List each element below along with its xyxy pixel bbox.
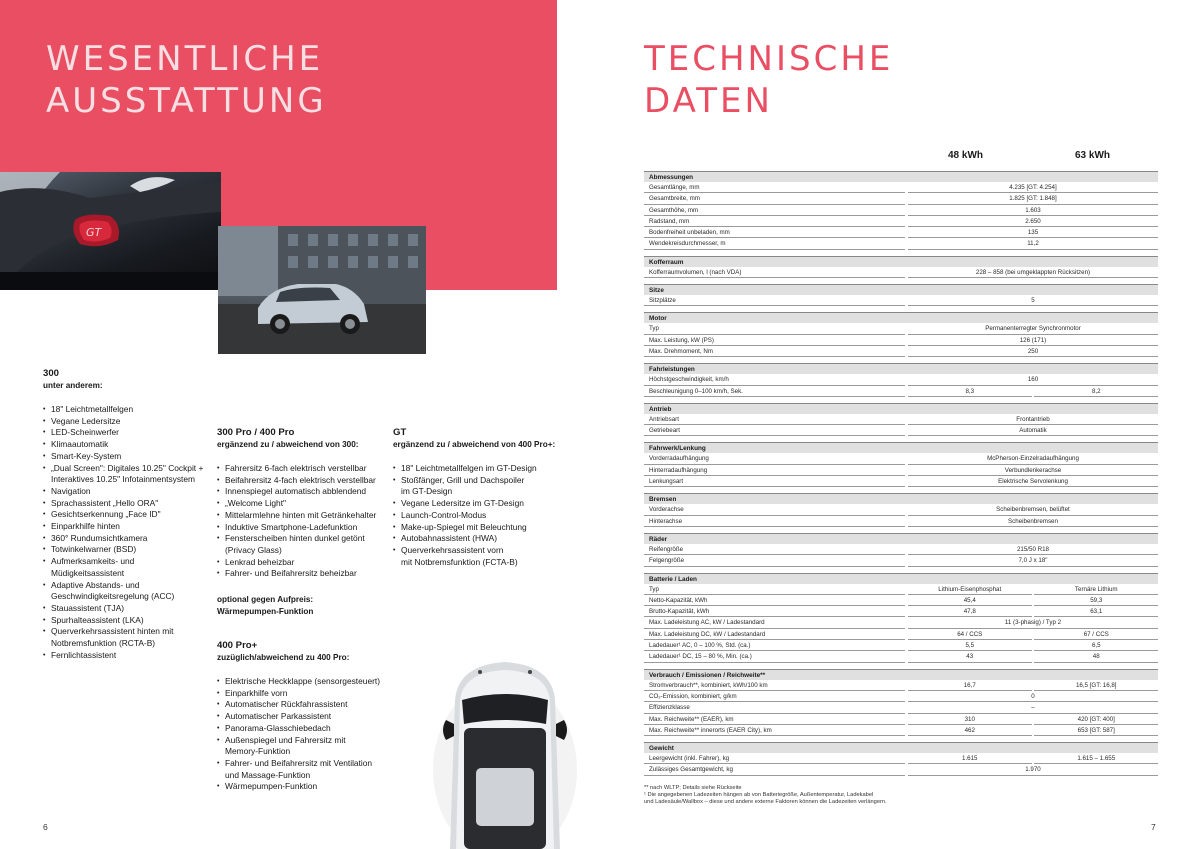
spec-label: Gesamtbreite, mm — [644, 193, 905, 204]
title-line-2: DATEN — [644, 81, 773, 121]
spec-value: 160 — [908, 374, 1158, 385]
spec-section-title: Bremsen — [644, 493, 1158, 504]
feature-item: • Stoßfänger, Grill und Dachspoiler im GT-Design — [393, 475, 568, 498]
feature-item: • LED-Scheinwerfer — [43, 427, 218, 439]
spec-label: Felgengröße — [644, 555, 905, 566]
feature-item: • Induktive Smartphone-Ladefunktion — [217, 522, 397, 534]
spec-value-48kwh: 310 — [908, 714, 1032, 725]
spec-value-48kwh: 16,7 — [908, 680, 1032, 691]
feature-item: • Fahrer- und Beifahrersitz beheizbar — [217, 568, 397, 580]
spec-label: Max. Ladeleistung DC, kW / Ladestandard — [644, 629, 905, 640]
feature-item: • Lenkrad beheizbar — [217, 557, 397, 569]
feature-item: • Autobahnassistent (HWA) — [393, 533, 568, 545]
spec-value: 1.970 — [908, 764, 1158, 775]
spec-row — [644, 374, 1158, 385]
feature-item: • Fensterscheiben hinten dunkel getönt (Privacy Glass) — [217, 533, 397, 556]
footnote-wltp: ** nach WLTP; Details siehe Rückseite — [644, 785, 742, 791]
spec-label: Leergewicht (inkl. Fahrer), kg — [644, 753, 905, 764]
spec-section-title: Kofferraum — [644, 256, 1158, 267]
page-title-left — [46, 38, 327, 122]
spec-label: Stromverbrauch**, kombiniert, kWh/100 km — [644, 680, 905, 691]
feature-item: • Automatischer Parkassistent — [217, 711, 397, 723]
spec-value: Permanenterregter Synchronmotor — [908, 323, 1158, 334]
spec-row — [644, 702, 1158, 713]
spec-value: 2.650 — [908, 216, 1158, 227]
column-header-48kwh: 48 kWh — [948, 150, 984, 161]
spec-value: Verbundlenkerachse — [908, 465, 1158, 476]
spec-row — [644, 414, 1158, 425]
spec-value-48kwh: 45,4 — [908, 595, 1032, 606]
spec-row — [644, 725, 1158, 736]
spec-label: Netto-Kapazität, kWh — [644, 595, 905, 606]
spec-value: 135 — [908, 227, 1158, 238]
trim-gt-column — [393, 426, 568, 568]
spec-value-63kwh: 6,5 — [1034, 640, 1158, 651]
feature-item: • 18" Leichtmetallfelgen im GT-Design — [393, 463, 568, 475]
spec-row — [644, 504, 1158, 515]
spec-value-63kwh: 420 [GT: 400] — [1034, 714, 1158, 725]
feature-item: • Adaptive Abstands- und Geschwindigkeitsregelung (ACC) — [43, 580, 218, 603]
spec-value-63kwh: 63,1 — [1034, 606, 1158, 617]
spec-value-63kwh: 8,2 — [1034, 386, 1158, 397]
spec-section-title: Antrieb — [644, 403, 1158, 414]
spec-label: Max. Ladeleistung AC, kW / Ladestandard — [644, 617, 905, 628]
car-rear-photo — [0, 172, 221, 290]
spec-row — [644, 453, 1158, 464]
feature-item: • Querverkehrsassistent hinten mit Notbremsfunktion (RCTA-B) — [43, 626, 218, 649]
optional-label: optional gegen Aufpreis: — [217, 595, 314, 605]
trim-300-subtitle: unter anderem: — [43, 381, 103, 390]
spec-label: Reifengröße — [644, 544, 905, 555]
spec-row — [644, 516, 1158, 527]
spec-value: 1.603 — [908, 205, 1158, 216]
feature-item: • Gesichtserkennung „Face ID" — [43, 509, 218, 521]
trim-400pro-title: 300 Pro / 400 Pro — [217, 427, 295, 438]
spec-label: CO₂-Emission, kombiniert, g/km — [644, 691, 905, 702]
trim-400pro-feature-list — [217, 463, 397, 580]
spec-label: Beschleunigung 0–100 km/h, Sek. — [644, 386, 905, 397]
spec-label: Getriebeart — [644, 425, 905, 436]
trim-400proplus-column — [217, 639, 397, 793]
feature-item: • Fernlichtassistent — [43, 650, 218, 662]
feature-item: • Spurhalteassistent (LKA) — [43, 615, 218, 627]
spec-label: Sitzplätze — [644, 295, 905, 306]
title-line-2: AUSSTATTUNG — [46, 81, 327, 121]
spec-row — [644, 584, 1158, 595]
spec-value-48kwh: 462 — [908, 725, 1032, 736]
title-line-1: WESENTLICHE — [46, 39, 324, 79]
spec-value-63kwh: 653 [GT: 587] — [1034, 725, 1158, 736]
trim-300-feature-list — [43, 404, 218, 661]
spec-section-title: Verbrauch / Emissionen / Reichweite** — [644, 669, 1158, 680]
spec-section-title: Fahrwerk/Lenkung — [644, 442, 1158, 453]
spec-row — [644, 764, 1158, 775]
spec-label: Vorderradaufhängung — [644, 453, 905, 464]
car-topview-illustration — [410, 640, 600, 849]
feature-item: • „Welcome Light" — [217, 498, 397, 510]
feature-item: • Klimaautomatik — [43, 439, 218, 451]
spec-label: Ladedauer¹ DC, 15 – 80 %, Min. (ca.) — [644, 651, 905, 662]
spec-value: Scheibenbremsen — [908, 516, 1158, 527]
spec-section-title: Motor — [644, 312, 1158, 323]
page-number-right: 7 — [1151, 822, 1156, 832]
spec-label: Bodenfreiheit unbeladen, mm — [644, 227, 905, 238]
feature-item: • Automatischer Rückfahrassistent — [217, 699, 397, 711]
spec-label: Max. Reichweite** innerorts (EAER City), km — [644, 725, 905, 736]
spec-value: Frontantrieb — [908, 414, 1158, 425]
spec-value-48kwh: Lithium-Eisenphosphat — [908, 584, 1032, 595]
column-header-63kwh: 63 kWh — [1075, 150, 1111, 161]
spec-label: Max. Reichweite** (EAER), km — [644, 714, 905, 725]
spec-value: 1.825 [GT: 1.848] — [908, 193, 1158, 204]
feature-item: • Innenspiegel automatisch abblendend — [217, 486, 397, 498]
spec-row — [644, 238, 1158, 249]
spec-value-63kwh: 67 / CCS — [1034, 629, 1158, 640]
spec-label: Hinterachse — [644, 516, 905, 527]
feature-item: • Einparkhilfe vorn — [217, 688, 397, 700]
spec-label: Effizienzklasse — [644, 702, 905, 713]
spec-value: 250 — [908, 346, 1158, 357]
footnote-charging: ¹ Die angegebenen Ladezeiten hängen ab von Batteriegröße, Außentemperatur, Ladekabel — [644, 792, 874, 798]
spec-value: 228 – 858 (bei umgeklappten Rücksitzen) — [908, 267, 1158, 278]
feature-item: • Mittelarmlehne hinten mit Getränkehalter — [217, 510, 397, 522]
feature-item: • Wärmepumpen-Funktion — [217, 781, 397, 793]
spec-row — [644, 595, 1158, 606]
title-line-1: TECHNISCHE — [644, 39, 894, 79]
spec-section-title: Gewicht — [644, 742, 1158, 753]
trim-gt-subtitle: ergänzend zu / abweichend von 400 Pro+: — [393, 440, 556, 449]
spec-label: Max. Drehmoment, Nm — [644, 346, 905, 357]
spec-value-48kwh: 64 / CCS — [908, 629, 1032, 640]
spec-row — [644, 555, 1158, 566]
spec-value: 0 — [908, 691, 1158, 702]
spec-row — [644, 651, 1158, 662]
spec-section-title: Fahrleistungen — [644, 363, 1158, 374]
feature-item: • Elektrische Heckklappe (sensorgesteuert) — [217, 676, 397, 688]
spec-label: Typ — [644, 584, 905, 595]
spec-value: 5 — [908, 295, 1158, 306]
feature-item: • Vegane Ledersitze im GT-Design — [393, 498, 568, 510]
spec-label: Gesamtlänge, mm — [644, 182, 905, 193]
spec-row — [644, 606, 1158, 617]
feature-item: • Fahrer- und Beifahrersitz mit Ventilation und Massage-Funktion — [217, 758, 397, 781]
feature-item: • Launch-Control-Modus — [393, 510, 568, 522]
spec-label: Brutto-Kapazität, kWh — [644, 606, 905, 617]
spec-row — [644, 629, 1158, 640]
feature-item: • Aufmerksamkeits- und Müdigkeitsassistent — [43, 556, 218, 579]
spec-row — [644, 193, 1158, 204]
trim-300-title: 300 — [43, 368, 60, 379]
trim-400pro-column — [217, 426, 397, 618]
spec-label: Wendekreisdurchmesser, m — [644, 238, 905, 249]
feature-item: • Sprachassistent „Hello ORA" — [43, 498, 218, 510]
spec-value: McPherson-Einzelradaufhängung — [908, 453, 1158, 464]
spec-label: Gesamthöhe, mm — [644, 205, 905, 216]
spec-value: 4.235 [GT: 4.254] — [908, 182, 1158, 193]
gt-badge-text: GT — [86, 226, 102, 239]
spec-row — [644, 386, 1158, 397]
spec-row — [644, 714, 1158, 725]
spec-value: 11,2 — [908, 238, 1158, 249]
trim-400pro-subtitle: ergänzend zu / abweichend von 300: — [217, 440, 359, 449]
feature-item: • Fahrersitz 6-fach elektrisch verstellbar — [217, 463, 397, 475]
spec-row — [644, 753, 1158, 764]
feature-item: • Querverkehrsassistent vorn mit Notbremsfunktion (FCTA-B) — [393, 545, 568, 568]
feature-item: • „Dual Screen": Digitales 10.25" Cockpit + Interaktives 10.25" Infotainmentsystem — [43, 463, 218, 486]
spec-row — [644, 640, 1158, 651]
technical-data-table — [644, 171, 1158, 776]
spec-label: Lenkungsart — [644, 476, 905, 487]
spec-label: Typ — [644, 323, 905, 334]
optional-feature: Wärmepumpen-Funktion — [217, 606, 314, 616]
spec-value-48kwh: 1.615 — [908, 753, 1032, 764]
feature-item: • Make-up-Spiegel mit Beleuchtung — [393, 522, 568, 534]
spec-value-63kwh: Ternäre Lithium — [1034, 584, 1158, 595]
trim-400proplus-feature-list — [217, 676, 397, 793]
footnotes — [644, 785, 944, 806]
feature-item: • Navigation — [43, 486, 218, 498]
feature-item: • Totwinkelwarner (BSD) — [43, 544, 218, 556]
spec-row — [644, 476, 1158, 487]
feature-item: • 18" Leichtmetallfelgen — [43, 404, 218, 416]
spec-value-63kwh: 59,3 — [1034, 595, 1158, 606]
spec-value: Elektrische Servolenkung — [908, 476, 1158, 487]
trim-400proplus-subtitle: zuzüglich/abweichend zu 400 Pro: — [217, 653, 350, 662]
spec-row — [644, 323, 1158, 334]
trim-gt-title: GT — [393, 427, 407, 438]
spec-row — [644, 205, 1158, 216]
car-city-photo — [218, 226, 426, 354]
spec-label: Vorderachse — [644, 504, 905, 515]
feature-item: • Beifahrersitz 4-fach elektrisch verstellbar — [217, 475, 397, 487]
spec-row — [644, 465, 1158, 476]
spec-row — [644, 425, 1158, 436]
page-title-right — [644, 38, 893, 122]
spec-value: 11 (3-phasig) / Typ 2 — [908, 617, 1158, 628]
spec-value-48kwh: 8,3 — [908, 386, 1032, 397]
spec-row — [644, 227, 1158, 238]
spec-value: 7,0 J x 18" — [908, 555, 1158, 566]
spec-row — [644, 216, 1158, 227]
spec-row — [644, 544, 1158, 555]
spec-label: Zulässiges Gesamtgewicht, kg — [644, 764, 905, 775]
feature-item: • Panorama-Glasschiebedach — [217, 723, 397, 735]
spec-section-title: Sitze — [644, 284, 1158, 295]
spec-row — [644, 335, 1158, 346]
feature-item: • Smart-Key-System — [43, 451, 218, 463]
spec-row — [644, 295, 1158, 306]
spec-value-63kwh: 48 — [1034, 651, 1158, 662]
spec-value: – — [908, 702, 1158, 713]
trim-gt-feature-list — [393, 463, 568, 568]
spec-label: Antriebsart — [644, 414, 905, 425]
feature-item: • Einparkhilfe hinten — [43, 521, 218, 533]
spec-value-48kwh: 43 — [908, 651, 1032, 662]
spec-row — [644, 680, 1158, 691]
spec-row — [644, 346, 1158, 357]
spec-section-title: Räder — [644, 533, 1158, 544]
spec-label: Kofferraumvolumen, l (nach VDA) — [644, 267, 905, 278]
spec-label: Höchstgeschwindigkeit, km/h — [644, 374, 905, 385]
trim-400proplus-title: 400 Pro+ — [217, 640, 258, 651]
feature-item: • Außenspiegel und Fahrersitz mit Memory-Funktion — [217, 735, 397, 758]
spec-row — [644, 691, 1158, 702]
spec-label: Radstand, mm — [644, 216, 905, 227]
spec-value-63kwh: 16,5 [GT: 16,8] — [1034, 680, 1158, 691]
spec-section-title: Batterie / Laden — [644, 573, 1158, 584]
spec-value: Automatik — [908, 425, 1158, 436]
spec-row — [644, 267, 1158, 278]
trim-300-column — [43, 367, 218, 661]
spec-value: 126 (171) — [908, 335, 1158, 346]
spec-value: Scheibenbremsen, belüftet — [908, 504, 1158, 515]
feature-item: • Vegane Ledersitze — [43, 416, 218, 428]
feature-item: • 360° Rundumsichtkamera — [43, 533, 218, 545]
spec-value-48kwh: 5,5 — [908, 640, 1032, 651]
spec-section-title: Abmessungen — [644, 171, 1158, 182]
feature-item: • Stauassistent (TJA) — [43, 603, 218, 615]
spec-label: Max. Leistung, kW (PS) — [644, 335, 905, 346]
spec-row — [644, 182, 1158, 193]
footnote-charging-cont: und Ladesäule/Wallbox – diese und andere externe Faktoren können die Ladezeiten verlängern. — [644, 799, 887, 805]
spec-label: Ladedauer¹ AC, 0 – 100 %, Std. (ca.) — [644, 640, 905, 651]
spec-value-48kwh: 47,8 — [908, 606, 1032, 617]
page-number-left: 6 — [43, 822, 48, 832]
spec-value-63kwh: 1.615 – 1.655 — [1034, 753, 1158, 764]
spec-value: 215/50 R18 — [908, 544, 1158, 555]
spec-label: Hinterradaufhängung — [644, 465, 905, 476]
spec-row — [644, 617, 1158, 628]
